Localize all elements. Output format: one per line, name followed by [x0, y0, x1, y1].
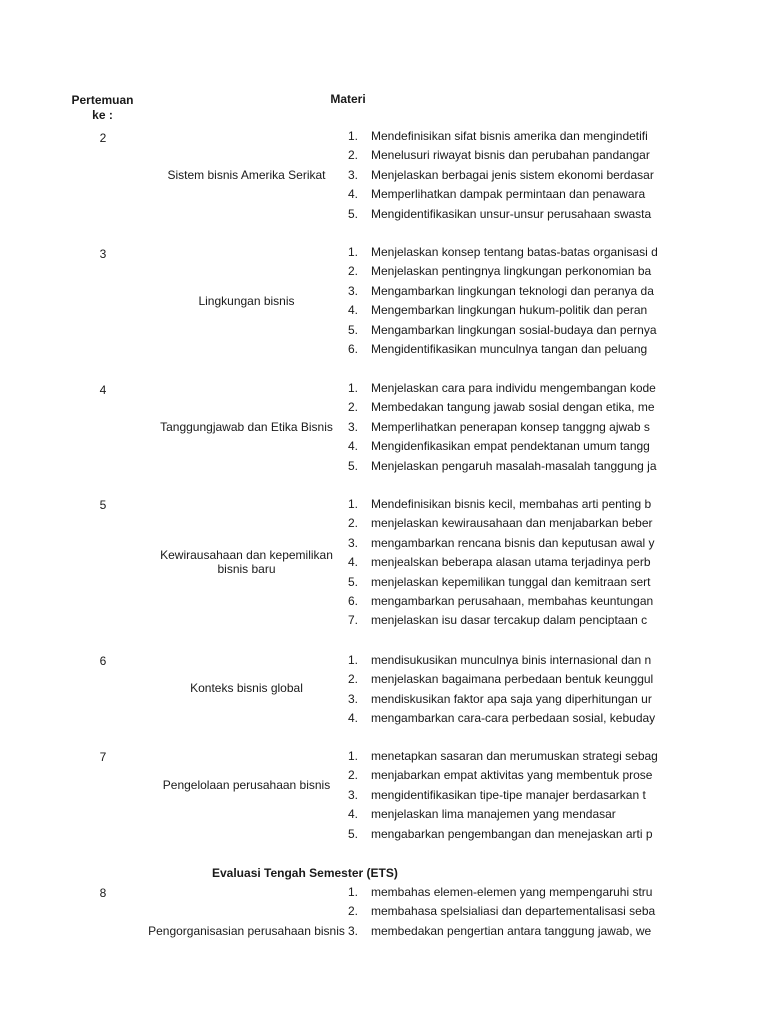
topic-title: Kewirausahaan dan kepemilikan bisnis baru: [160, 548, 333, 576]
list-item: 4. menjealskan beberapa alasan utama terjadinya perb: [348, 555, 651, 570]
list-item: 2. Menelusuri riwayat bisnis dan perubahan pandangar: [348, 148, 650, 163]
materi-list: [348, 127, 668, 224]
meeting-number: 2: [99, 131, 107, 145]
list-item: 4. Mengembarkan lingkungan hukum-politik dan peran: [348, 303, 648, 318]
list-item: 2. menjelaskan bagaimana perbedaan bentuk keunggul: [348, 672, 654, 687]
list-item: 2. membahasa spelsialiasi dan departementalisasi seba: [348, 904, 656, 919]
list-item: 2. Membedakan tangung jawab sosial dengan etika, me: [348, 400, 655, 415]
list-item: 5. mengabarkan pengembangan dan menejaskan arti p: [348, 826, 653, 841]
list-item: 2. Menjelaskan pentingnya lingkungan perkonomian ba: [348, 264, 652, 279]
header-pertemuan: [55, 93, 150, 123]
meeting-number: 8: [99, 886, 107, 900]
meeting-number: 5: [99, 498, 107, 512]
meeting-number: 7: [99, 750, 107, 764]
list-item: 3. Menjelaskan berbagai jenis sistem ekonomi berdasar: [348, 167, 654, 182]
header-pertemuan-text: Pertemuan ke :: [71, 93, 134, 122]
topic-title: Konteks bisnis global: [190, 681, 303, 695]
list-item: 3. Mengambarkan lingkungan teknologi dan peranya da: [348, 283, 654, 298]
list-item: 2. menjabarkan empat aktivitas yang membentuk prose: [348, 768, 653, 783]
list-item: 5. menjelaskan kepemilikan tunggal dan kemitraan sert: [348, 574, 651, 589]
list-item: 1. Menjelaskan konsep tentang batas-batas organisasi d: [348, 245, 658, 259]
meeting-number: 3: [99, 247, 107, 261]
materi-list: [348, 651, 668, 729]
list-item: 3. Memperlihatkan penerapan konsep tanggng ajwab s: [348, 419, 650, 434]
list-item: 1. Menjelaskan cara para individu mengembangan kode: [348, 381, 656, 395]
list-item: 5. Menjelaskan pengaruh masalah-masalah tanggung ja: [348, 458, 657, 473]
header-materi: Materi: [330, 92, 366, 106]
meeting-number: 4: [99, 383, 107, 397]
list-item: 5. Mengidentifikasikan unsur-unsur perusahaan swasta: [348, 206, 652, 221]
list-item: 7. menjelaskan isu dasar tercakup dalam penciptaan c: [348, 613, 648, 628]
topic-title: Lingkungan bisnis: [198, 294, 295, 308]
list-item: 5. Mengambarkan lingkungan sosial-budaya dan pernya: [348, 322, 657, 337]
topic-title: Pengelolaan perusahaan bisnis: [162, 778, 331, 792]
list-item: 1. Mendefinisikan bisnis kecil, membahas arti penting b: [348, 497, 652, 511]
materi-list: [348, 747, 668, 844]
topic-title: Pengorganisasian perusahaan bisnis: [148, 924, 345, 938]
materi-list: [348, 379, 668, 476]
list-item: 6. mengambarkan perusahaan, membahas keuntungan: [348, 593, 654, 608]
materi-list: [348, 243, 668, 359]
materi-list: [348, 883, 668, 941]
list-item: 1. membahas elemen-elemen yang mempengaruhi stru: [348, 885, 653, 899]
meeting-number: 6: [99, 654, 107, 668]
list-item: 6. Mengidentifikasikan munculnya tangan dan peluang: [348, 341, 648, 356]
ets-heading: Evaluasi Tengah Semester (ETS): [212, 866, 398, 880]
list-item: 3. membedakan pengertian antara tanggung jawab, we: [348, 923, 652, 938]
list-item: 1. menetapkan sasaran dan merumuskan strategi sebag: [348, 749, 658, 763]
list-item: 1. mendisukusikan munculnya binis internasional dan n: [348, 653, 652, 667]
list-item: 1. Mendefinisikan sifat bisnis amerika dan mengindetifi: [348, 129, 648, 143]
materi-list: [348, 495, 668, 631]
list-item: 4. mengambarkan cara-cara perbedaan sosial, kebuday: [348, 711, 656, 726]
list-item: 4. Memperlihatkan dampak permintaan dan penawara: [348, 187, 646, 202]
list-item: 2. menjelaskan kewirausahaan dan menjabarkan beber: [348, 516, 653, 531]
list-item: 3. mengambarkan rencana bisnis dan keputusan awal y: [348, 535, 655, 550]
topic-title: Tanggungjawab dan Etika Bisnis: [160, 420, 333, 434]
list-item: 3. mengidentifikasikan tipe-tipe manajer berdasarkan t: [348, 787, 646, 802]
list-item: 4. menjelaskan lima manajemen yang mendasar: [348, 807, 616, 822]
list-item: 3. mendiskusikan faktor apa saja yang diperhitungan ur: [348, 691, 652, 706]
topic-title: Sistem bisnis Amerika Serikat: [167, 168, 326, 182]
list-item: 4. Mengidenfikasikan empat pendektanan umum tangg: [348, 439, 650, 454]
